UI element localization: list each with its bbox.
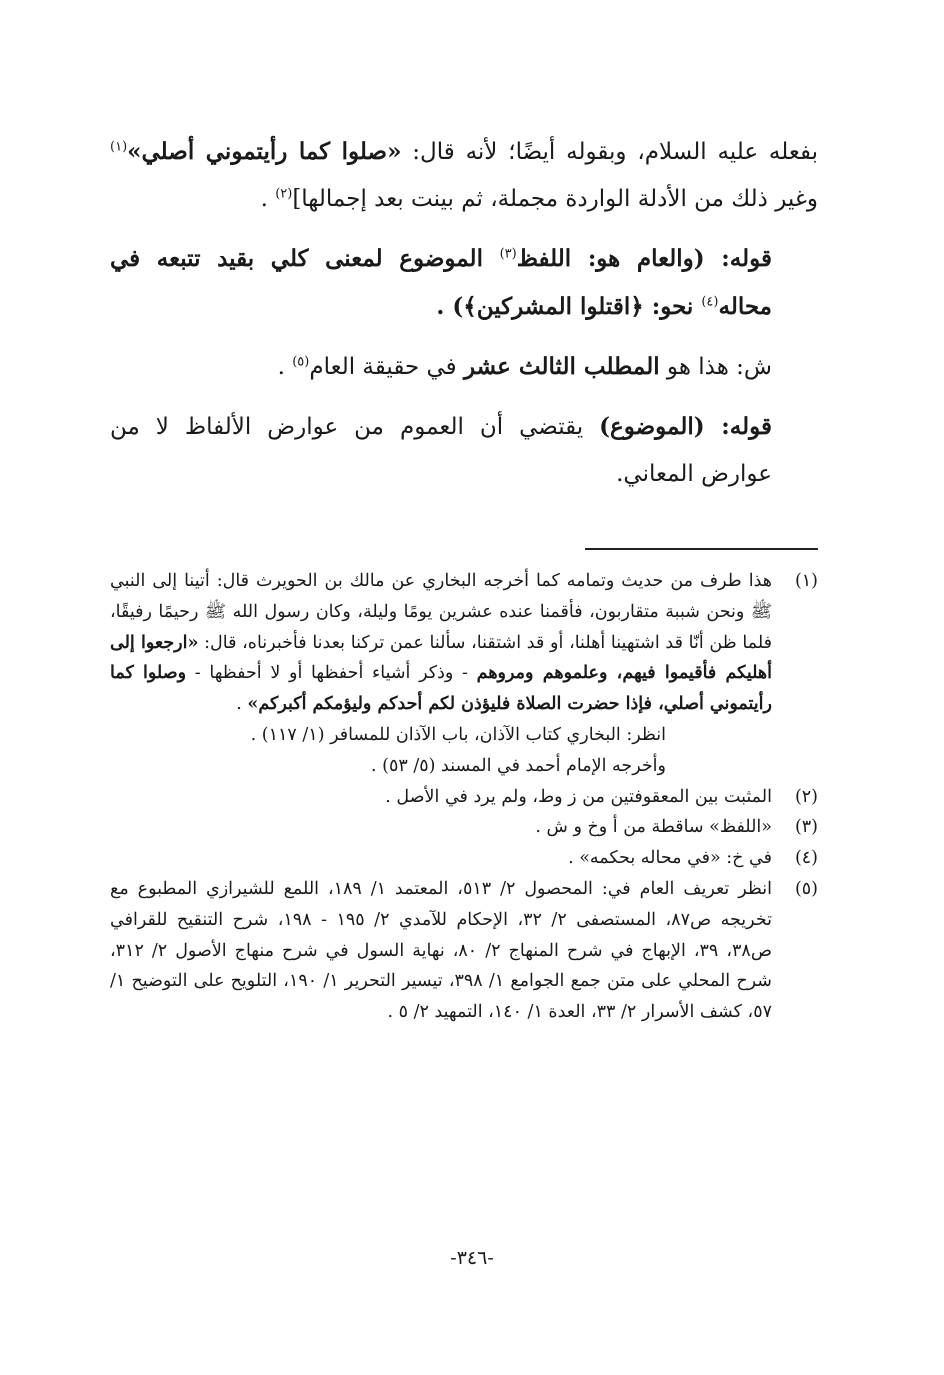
footnote-number: (٢)	[794, 786, 818, 807]
footnote-3	[110, 812, 818, 843]
footnote-1	[110, 566, 818, 782]
para3-bold: المطلب الثالث عشر	[463, 353, 660, 380]
footnote-2-text: المثبت بين المعقوفتين من ز وط، ولم يرد في الأصل .	[385, 786, 772, 807]
footnote-1-quote-2: وصلوا كما رأيتموني أصلي، فإذا حضرت الصلاة فليؤذن لكم أحدكم وليؤمكم أكبركم»	[110, 663, 772, 715]
para4-lead: قوله: (الموضوع)	[599, 413, 772, 440]
footnote-4	[110, 843, 818, 874]
page-number: -٣٤٦-	[450, 1247, 494, 1269]
footnote-1-reference-1: انظر: البخاري كتاب الآذان، باب الآذان للمسافر (١/ ١١٧) .	[250, 724, 666, 745]
footnote-marker-4: (٤)	[701, 294, 719, 310]
para2-lead: قوله: (والعام هو: اللفظ	[516, 245, 772, 272]
footnote-5-text: انظر تعريف العام في: المحصول ٢/ ٥١٣، المعتمد ١/ ١٨٩، اللمع للشيرازي المطبوع مع تخريجه ص٨٧، المستصفى ٢/ ٣٢، الإحكام للآمدي ٢/ ١٩٥ - ١٩٨، شرح التنقيح للقرافي ص٣٨، ٣٩، الإبهاج في شرح المنهاج ٢/ ٨٠، نهاية السول في شرح منهاج الأصول ٢/ ٣١٢، شرح المحلي على متن جمع الجوامع ١/ ٣٩٨، تيسير التحرير ١/ ١٩٠، التلويح على التوضيح ١/ ٥٧، كشف الأسرار ٢/ ٣٣، العدة ١/ ١٤٠، التمهيد ٢/ ٥ .	[110, 878, 773, 1023]
para3-lead: ش: هذا هو	[659, 354, 772, 380]
para3-tail: .	[277, 354, 293, 380]
footnote-1-quote: «ارجعوا إلى أهليكم فأقيموا فيهم، وعلموهم ومروهم	[110, 632, 772, 684]
para2-rest: الموضوع لمعنى كلي بقيد تتبعه في محاله	[110, 245, 772, 320]
footnote-1-text: هذا طرف من حديث وتمامه كما أخرجه البخاري عن مالك بن الحويرث قال: أتينا إلى النبي ﷺ ونحن شببة متقاربون، فأقمنا عنده عشرين يومًا وليلة، وكان رسول الله ﷺ رحيمًا رفيقًا، فلما ظن أنّا قد اشتهينا أهلنا، أو قد اشتقنا، سألنا عمن تركنا بعدنا فأخبرناه، قال:	[110, 571, 772, 653]
footnote-3-text: «اللفظ» ساقطة من أ وخ و ش .	[535, 817, 772, 838]
footnote-4-text: في خ: «في محاله بحكمه» .	[568, 848, 772, 869]
para4-rest: يقتضي أن العموم من عوارض الألفاظ لا من عوارض المعاني.	[110, 414, 772, 487]
para1-quote: «صلوا كما رأيتموني أصلي»	[127, 138, 402, 165]
para1-text-c: .	[260, 186, 276, 212]
para1-text-a: بفعله عليه السلام، وبقوله أيضًا؛ لأنه قال:	[401, 139, 818, 165]
footnote-1-end: .	[236, 694, 248, 715]
paragraph-3	[110, 343, 818, 391]
para3-rest: في حقيقة العام	[309, 354, 464, 380]
footnote-marker-5: (٥)	[292, 354, 310, 370]
paragraph-1	[110, 128, 818, 223]
footnote-number: (٣)	[794, 817, 818, 838]
footnote-marker-3: (٣)	[499, 246, 517, 262]
footnote-1-reference-2: وأخرجه الإمام أحمد في المسند (٥/ ٥٣) .	[371, 755, 666, 776]
footnote-5	[110, 874, 818, 1028]
footnote-number: (٤)	[794, 848, 818, 869]
footnote-number: (٥)	[794, 878, 818, 899]
footnote-marker-1: (١)	[110, 139, 128, 155]
footnote-1-mid: - وذكر أشياء أحفظها أو لا أحفظها -	[186, 663, 477, 684]
footnote-marker-2: (٢)	[275, 186, 293, 202]
para2-tail: نحو: ﴿اقتلوا المشركين﴾) .	[436, 293, 702, 320]
paragraph-2	[110, 235, 818, 331]
footnote-2	[110, 782, 818, 813]
para1-text-b: وغير ذلك من الأدلة الواردة مجملة، ثم بينت بعد إجمالها]	[292, 186, 818, 212]
footnote-number: (١)	[794, 571, 818, 591]
main-text	[110, 128, 818, 510]
paragraph-4	[110, 403, 818, 498]
footnotes	[110, 566, 818, 1028]
footnote-separator	[585, 548, 818, 550]
